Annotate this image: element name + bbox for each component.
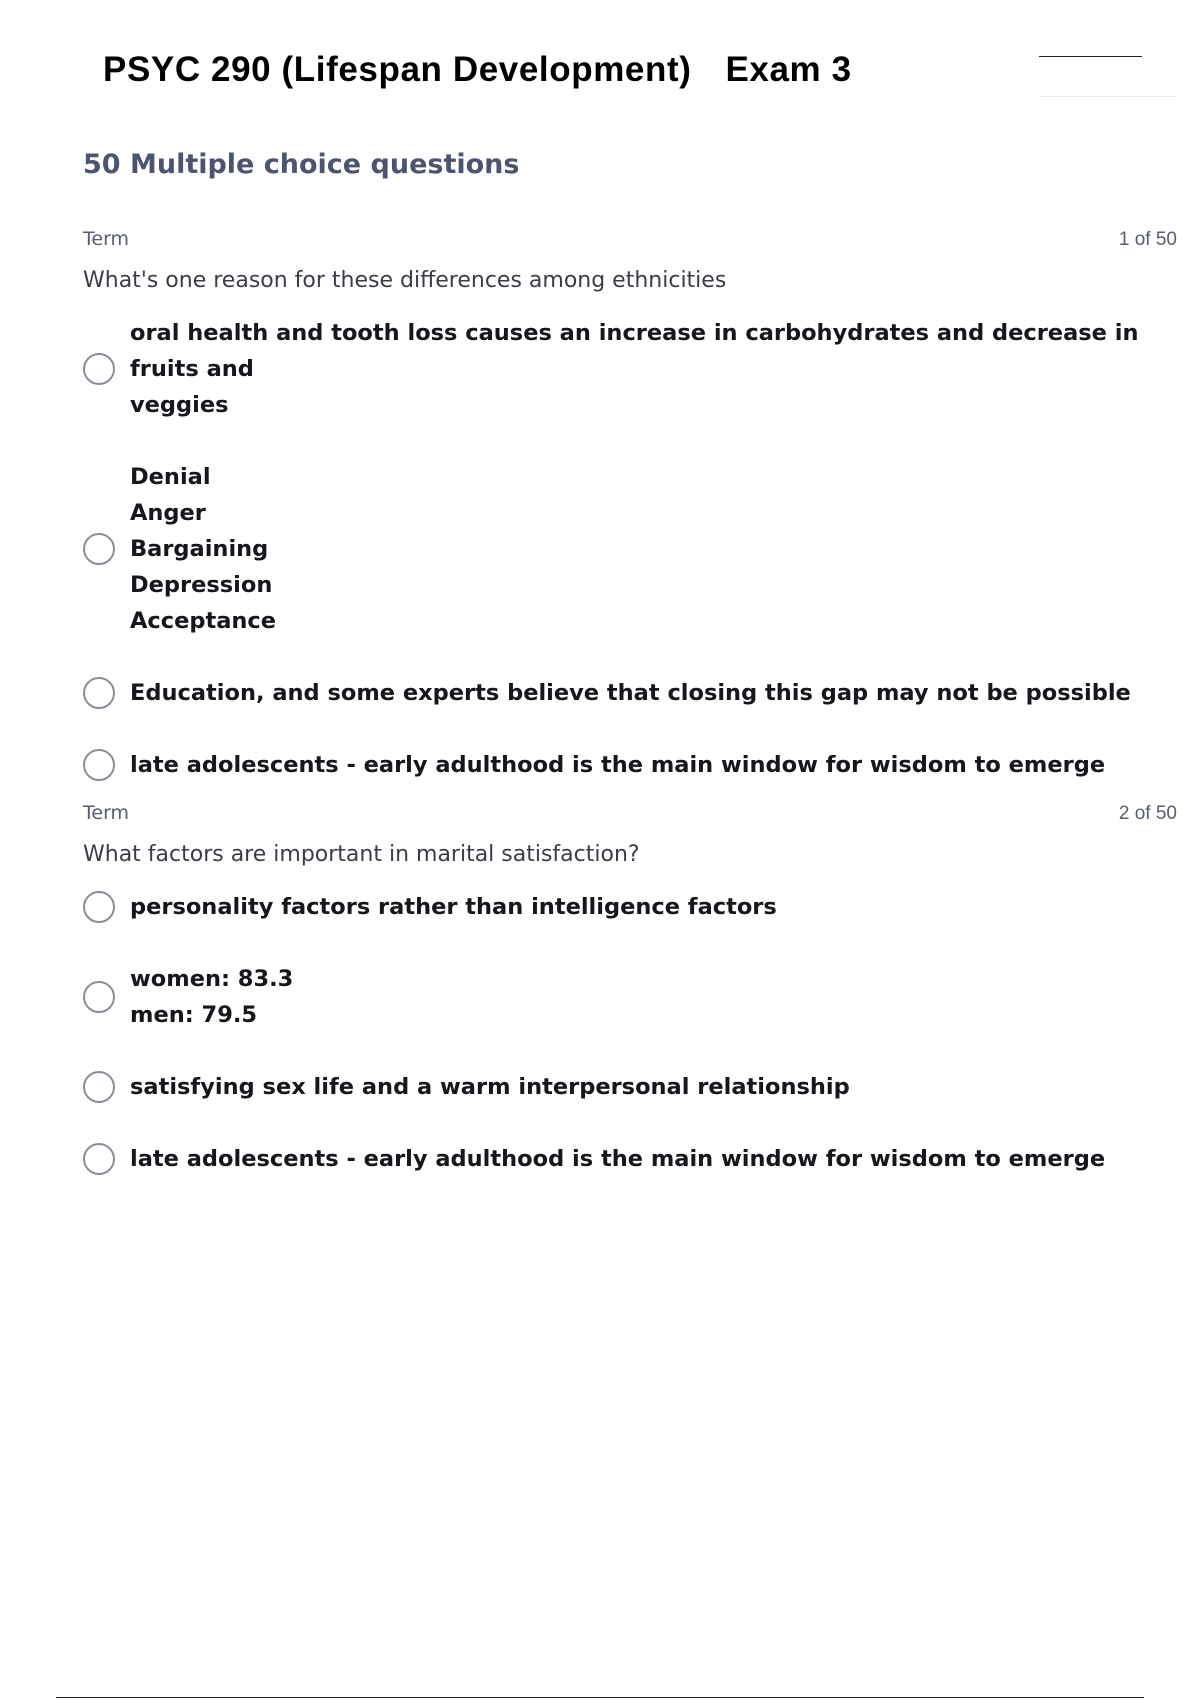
option-line: women: 83.3	[130, 966, 294, 992]
term-label: Term	[83, 228, 130, 250]
option-line: Anger	[130, 500, 206, 526]
option-text	[130, 747, 1105, 783]
option-line: late adolescents - early adulthood is the main window for wisdom to emerge	[130, 1146, 1106, 1172]
radio-button-icon[interactable]	[83, 981, 115, 1013]
option-line: satisfying sex life and a warm interpersonal relationship	[130, 1074, 850, 1100]
answer-option[interactable]	[83, 1141, 1177, 1177]
question-prompt: What factors are important in marital satisfaction?	[83, 842, 640, 867]
footer-divider	[56, 1697, 1144, 1698]
answer-option[interactable]	[83, 675, 1177, 711]
section-heading: 50 Multiple choice questions	[83, 149, 520, 180]
option-line: oral health and tooth loss causes an increase in carbohydrates and decrease in fruits and	[130, 320, 1139, 382]
option-text	[130, 1141, 1105, 1177]
answer-option[interactable]	[83, 747, 1177, 783]
question-counter: 1 of 50	[1118, 229, 1177, 250]
option-line: Acceptance	[130, 608, 277, 634]
answer-option[interactable]	[83, 459, 1177, 639]
radio-button-icon[interactable]	[83, 749, 115, 781]
option-line: veggies	[130, 392, 229, 418]
option-text	[130, 961, 293, 1033]
option-line: personality factors rather than intelligence factors	[130, 894, 777, 920]
term-label: Term	[83, 802, 130, 824]
option-line: Depression	[130, 572, 273, 598]
option-line: late adolescents - early adulthood is the main window for wisdom to emerge	[130, 752, 1106, 778]
answer-option[interactable]	[83, 889, 1177, 925]
course-title: PSYC 290 (Lifespan Development)	[103, 50, 692, 89]
option-text	[130, 889, 777, 925]
faint-divider	[1039, 96, 1177, 97]
answer-option[interactable]	[83, 961, 1177, 1033]
radio-button-icon[interactable]	[83, 1071, 115, 1103]
option-text	[130, 459, 276, 639]
radio-button-icon[interactable]	[83, 353, 115, 385]
question-header	[83, 228, 1177, 256]
question-card	[83, 802, 1177, 1213]
option-text	[130, 1069, 850, 1105]
question-header	[83, 802, 1177, 830]
option-line: Bargaining	[130, 536, 269, 562]
option-line: men: 79.5	[130, 1002, 258, 1028]
option-line: Denial	[130, 464, 211, 490]
answer-options	[83, 889, 1177, 1177]
name-line-divider	[1039, 56, 1142, 57]
answer-option[interactable]	[83, 315, 1177, 423]
option-text	[130, 315, 1177, 423]
exam-title: Exam 3	[725, 50, 852, 89]
radio-button-icon[interactable]	[83, 533, 115, 565]
radio-button-icon[interactable]	[83, 677, 115, 709]
answer-options	[83, 315, 1177, 783]
answer-option[interactable]	[83, 1069, 1177, 1105]
radio-button-icon[interactable]	[83, 1143, 115, 1175]
document-title	[103, 50, 852, 90]
option-text	[130, 675, 1131, 711]
question-prompt: What's one reason for these differences among ethnicities	[83, 268, 727, 293]
question-counter: 2 of 50	[1118, 803, 1177, 824]
question-card	[83, 228, 1177, 819]
radio-button-icon[interactable]	[83, 891, 115, 923]
option-line: Education, and some experts believe that closing this gap may not be possible	[130, 680, 1131, 706]
